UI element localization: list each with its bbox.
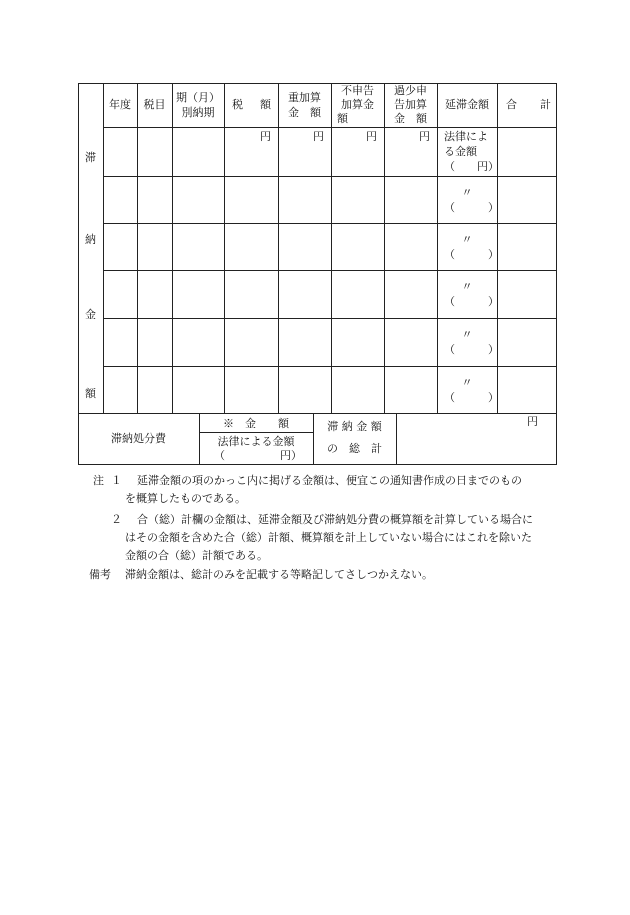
delinquency-legal-line1: 法律によ <box>444 130 488 143</box>
note-2-line2: はその金額を含めた合（総）計額、概算額を計上していない場合にはこれを除いた <box>125 531 532 544</box>
note-2-line1: 合（総）計欄の金額は、延滞金額及び滞納処分費の概算額を計算している場合に <box>137 513 533 526</box>
header-nonfiling-line2: 加算金 <box>341 98 374 111</box>
legal-amount-label: 法律による金額 <box>217 435 295 448</box>
header-period-line1: 期（月） <box>176 91 220 104</box>
row-line <box>103 366 556 367</box>
ditto-mark: 〃 <box>461 328 473 341</box>
header-year: 年度 <box>109 98 131 111</box>
note-1-number: １ <box>111 474 122 487</box>
header-nonfiling-line3: 額 <box>337 112 348 125</box>
header-underreport-line2: 告加算 <box>394 98 427 111</box>
header-tax-item: 税目 <box>143 98 166 111</box>
side-label-char: 金 <box>85 308 96 321</box>
col-line <box>137 83 138 413</box>
row-line <box>103 270 556 271</box>
header-total-a: 合 <box>506 98 517 111</box>
ditto-mark: 〃 <box>461 376 473 389</box>
col-line <box>437 83 438 413</box>
header-tax-amount-a: 税 <box>232 98 243 111</box>
header-underreport-line3: 金 額 <box>394 112 427 125</box>
paren-blank: （ ） <box>444 248 499 261</box>
remark-prefix: 備考 <box>89 568 111 581</box>
ditto-mark: 〃 <box>461 186 473 199</box>
grand-total-yen: 円 <box>527 415 538 428</box>
note-1-line2: を概算したものである。 <box>125 492 246 505</box>
paren-blank: （ ） <box>444 343 499 356</box>
yen-unit: 円 <box>366 130 377 143</box>
footer-top-line <box>78 413 556 414</box>
footer-col-line <box>396 413 397 464</box>
note-2-line3: 金額の合（総）計額である。 <box>125 549 268 562</box>
yen-unit: 円 <box>313 130 324 143</box>
ditto-mark: 〃 <box>461 280 473 293</box>
paren-blank: （ ） <box>444 391 499 404</box>
table-bottom-border <box>78 464 557 465</box>
header-tax-amount-b: 額 <box>260 98 271 111</box>
row-line <box>103 127 556 128</box>
footer-split-line <box>199 432 313 433</box>
notes-prefix: 注 <box>93 474 104 487</box>
header-delinquency: 延滞金額 <box>445 98 489 111</box>
table-top-border <box>78 83 557 84</box>
header-total-b: 計 <box>540 98 551 111</box>
ditto-mark: 〃 <box>461 233 473 246</box>
paren-blank: （ ） <box>444 295 499 308</box>
yen-unit: 円 <box>419 130 430 143</box>
delinquency-legal-line2: る金額 <box>444 145 477 158</box>
col-line <box>172 83 173 413</box>
side-label-char: 納 <box>85 233 96 246</box>
table-right-border <box>556 83 557 464</box>
table-left-border <box>78 83 79 464</box>
row-line <box>103 318 556 319</box>
legal-amount-paren: （ 円） <box>214 449 302 462</box>
note-2-number: ２ <box>111 513 122 526</box>
row-line <box>103 176 556 177</box>
side-label-char: 滞 <box>85 151 96 164</box>
header-heavy-add-line1: 重加算 <box>288 91 321 104</box>
row-line <box>103 223 556 224</box>
amount-mark-label: ※ 金 額 <box>223 417 289 430</box>
disposition-cost-label: 滞納処分費 <box>111 432 166 445</box>
remark-text: 滞納金額は、総計のみを記載する等略記してさしつかえない。 <box>125 568 433 581</box>
header-underreport-line1: 過少申 <box>394 84 427 97</box>
yen-unit: 円 <box>260 130 271 143</box>
side-label-char: 額 <box>85 387 96 400</box>
delinquency-legal-line3: （ 円） <box>444 160 499 173</box>
total-label-line1: 滞 納 金 額 <box>327 420 382 433</box>
note-1-line1: 延滞金額の項のかっこ内に掲げる金額は、便宜この通知書作成の日までのもの <box>137 474 522 487</box>
header-heavy-add-line2: 金 額 <box>288 106 321 119</box>
paren-blank: （ ） <box>444 201 499 214</box>
header-nonfiling-line1: 不申告 <box>341 84 374 97</box>
total-label-line2: の 総 計 <box>327 442 382 455</box>
col-line <box>103 83 104 413</box>
header-period-line2: 別納期 <box>181 106 215 119</box>
